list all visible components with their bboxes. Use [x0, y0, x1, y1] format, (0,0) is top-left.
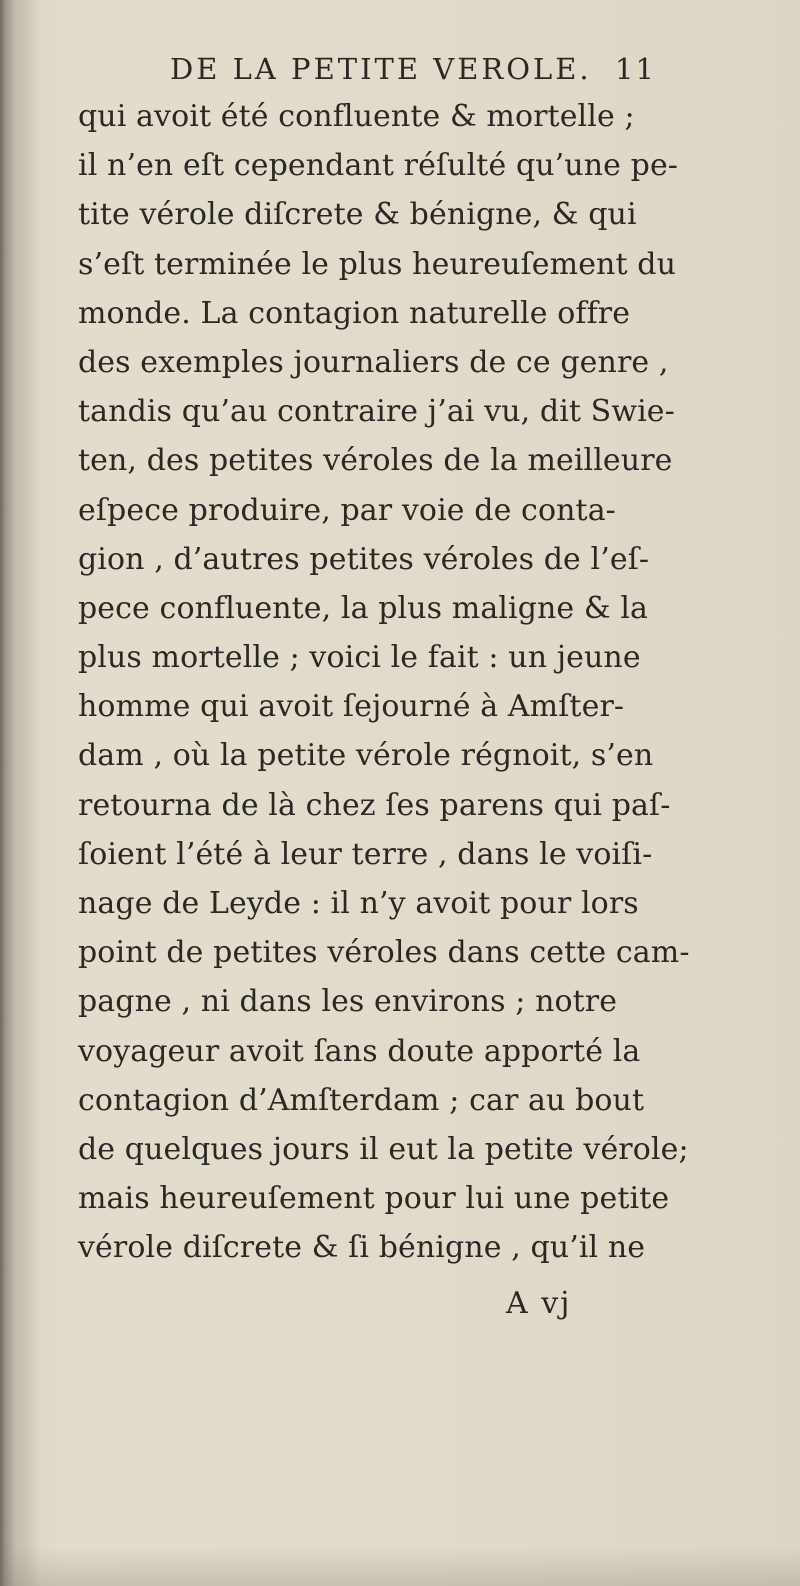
running-head-title: DE LA PETITE VEROLE. — [170, 52, 592, 86]
text-line: gion , d’autres petites véroles de l’eſ- — [78, 541, 650, 577]
text-line: pece confluente, la plus maligne & la — [78, 590, 649, 626]
text-line: s’eſt terminée le plus heureuſement du — [78, 246, 676, 282]
text-line: retourna de là chez ſes parens qui paſ- — [78, 787, 671, 823]
text-line: il n’en eſt cependant réſulté qu’une pe- — [78, 148, 679, 184]
text-line: ten, des petites véroles de la meilleure — [78, 443, 673, 479]
text-line: homme qui avoit ſejourné à Amſter- — [78, 689, 625, 725]
text-line: dam , où la petite vérole régnoit, s’en — [78, 738, 654, 774]
text-line: ſoient l’été à leur terre , dans le voiſi- — [78, 836, 653, 872]
text-line: point de petites véroles dans cette cam- — [78, 935, 690, 971]
text-line: des exemples journaliers de ce genre , — [78, 344, 669, 380]
text-line: qui avoit été confluente & mortelle ; — [78, 99, 635, 134]
text-line: tandis qu’au contraire j’ai vu, dit Swie- — [78, 394, 675, 430]
body-text — [78, 92, 690, 1273]
page-gutter-shadow — [0, 0, 40, 1586]
text-line: mais heureuſement pour lui une petite — [78, 1181, 670, 1217]
text-line: eſpece produire, par voie de conta- — [78, 492, 616, 528]
text-line: pagne , ni dans les environs ; notre — [78, 984, 618, 1020]
page-bottom-shadow — [0, 1546, 800, 1586]
text-line: voyageur avoit ſans doute apporté la — [78, 1033, 641, 1069]
text-line: tite vérole diſcrete & bénigne, & qui — [78, 197, 637, 233]
signature-mark: A vj — [506, 1286, 572, 1321]
text-line: de quelques jours il eut la petite vérole; — [78, 1131, 689, 1167]
text-line: plus mortelle ; voici le fait : un jeune — [78, 640, 641, 676]
text-line: nage de Leyde : il n’y avoit pour lors — [78, 886, 639, 921]
text-line: vérole diſcrete & ſi bénigne , qu’il ne — [78, 1230, 646, 1266]
text-line: monde. La contagion naturelle offre — [78, 295, 631, 331]
page-number: 11 — [615, 52, 656, 86]
text-line: contagion d’Amſterdam ; car au bout — [78, 1082, 645, 1118]
